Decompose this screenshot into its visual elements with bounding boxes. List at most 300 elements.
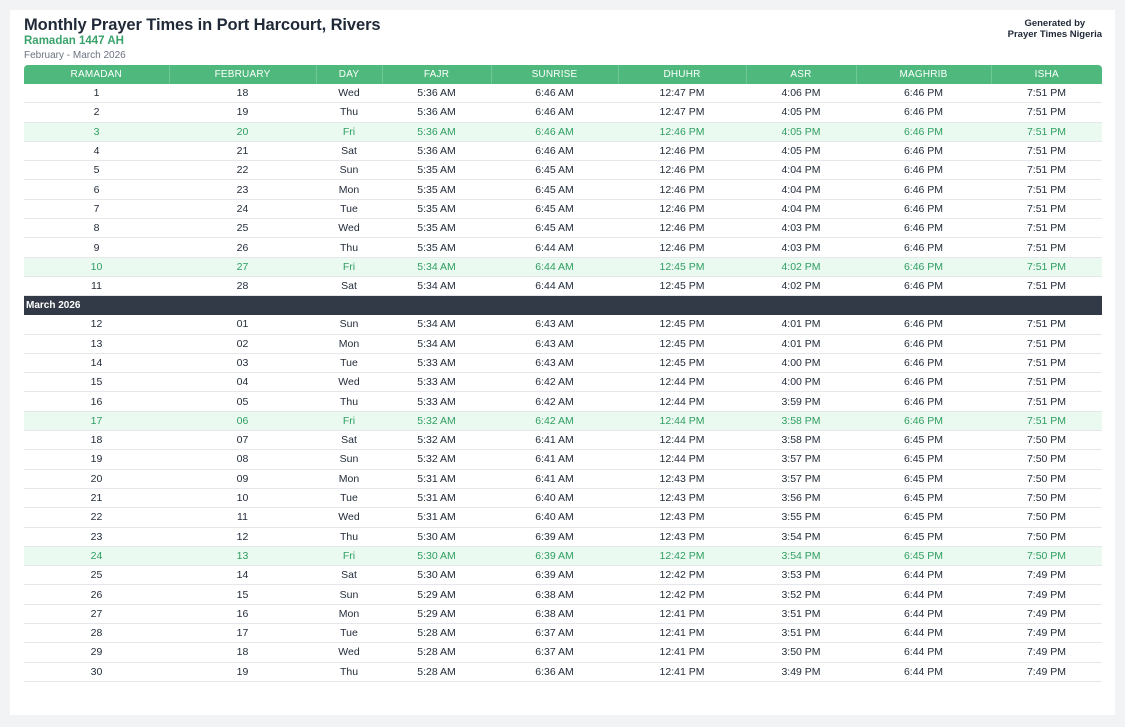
asr-time: 4:01 PM: [746, 315, 856, 334]
asr-time: 3:49 PM: [746, 662, 856, 681]
fajr-time: 5:34 AM: [382, 276, 491, 295]
column-header-asr: ASR: [746, 65, 856, 84]
asr-time: 3:52 PM: [746, 585, 856, 604]
fajr-time: 5:35 AM: [382, 219, 491, 238]
maghrib-time: 6:46 PM: [856, 373, 991, 392]
asr-time: 3:53 PM: [746, 566, 856, 585]
fajr-time: 5:32 AM: [382, 431, 491, 450]
table-row: [24, 662, 1102, 681]
sunrise-time: 6:45 AM: [491, 199, 618, 218]
asr-time: 4:05 PM: [746, 122, 856, 141]
generated-by: [1008, 18, 1102, 40]
table-row: [24, 219, 1102, 238]
table-row: [24, 257, 1102, 276]
asr-time: 3:50 PM: [746, 643, 856, 662]
table-body: [24, 84, 1102, 681]
fajr-time: 5:28 AM: [382, 662, 491, 681]
table-row: [24, 488, 1102, 507]
ramadan-day: 28: [24, 624, 169, 643]
isha-time: 7:51 PM: [991, 161, 1102, 180]
maghrib-time: 6:44 PM: [856, 643, 991, 662]
fajr-time: 5:28 AM: [382, 624, 491, 643]
fajr-time: 5:30 AM: [382, 546, 491, 565]
ramadan-day: 11: [24, 276, 169, 295]
fajr-time: 5:30 AM: [382, 527, 491, 546]
sunrise-time: 6:40 AM: [491, 488, 618, 507]
sunrise-time: 6:43 AM: [491, 353, 618, 372]
sunrise-time: 6:39 AM: [491, 566, 618, 585]
dhuhr-time: 12:44 PM: [618, 431, 746, 450]
dhuhr-time: 12:43 PM: [618, 527, 746, 546]
isha-time: 7:51 PM: [991, 276, 1102, 295]
generated-by-label: Generated by: [1024, 18, 1086, 29]
asr-time: 4:02 PM: [746, 257, 856, 276]
isha-time: 7:51 PM: [991, 238, 1102, 257]
ramadan-day: 15: [24, 373, 169, 392]
asr-time: 4:05 PM: [746, 141, 856, 160]
gregorian-day: 23: [169, 180, 316, 199]
dhuhr-time: 12:46 PM: [618, 199, 746, 218]
weekday: Wed: [316, 508, 382, 527]
weekday: Thu: [316, 103, 382, 122]
dhuhr-time: 12:45 PM: [618, 315, 746, 334]
ramadan-day: 17: [24, 411, 169, 430]
gregorian-day: 26: [169, 238, 316, 257]
table-row: [24, 431, 1102, 450]
sunrise-time: 6:42 AM: [491, 373, 618, 392]
isha-time: 7:51 PM: [991, 353, 1102, 372]
ramadan-day: 19: [24, 450, 169, 469]
fajr-time: 5:33 AM: [382, 353, 491, 372]
weekday: Fri: [316, 546, 382, 565]
table-row: [24, 624, 1102, 643]
dhuhr-time: 12:46 PM: [618, 122, 746, 141]
dhuhr-time: 12:46 PM: [618, 161, 746, 180]
ramadan-day: 4: [24, 141, 169, 160]
gregorian-day: 08: [169, 450, 316, 469]
fajr-time: 5:35 AM: [382, 199, 491, 218]
sunrise-time: 6:37 AM: [491, 624, 618, 643]
isha-time: 7:51 PM: [991, 199, 1102, 218]
isha-time: 7:51 PM: [991, 180, 1102, 199]
sunrise-time: 6:43 AM: [491, 315, 618, 334]
weekday: Sat: [316, 141, 382, 160]
sunrise-time: 6:45 AM: [491, 180, 618, 199]
dhuhr-time: 12:41 PM: [618, 624, 746, 643]
sunrise-time: 6:38 AM: [491, 585, 618, 604]
weekday: Tue: [316, 624, 382, 643]
weekday: Sun: [316, 315, 382, 334]
fajr-time: 5:28 AM: [382, 643, 491, 662]
prayer-times-table: [24, 65, 1102, 682]
ramadan-day: 30: [24, 662, 169, 681]
ramadan-day: 20: [24, 469, 169, 488]
fajr-time: 5:33 AM: [382, 392, 491, 411]
isha-time: 7:51 PM: [991, 141, 1102, 160]
weekday: Wed: [316, 373, 382, 392]
fajr-time: 5:32 AM: [382, 411, 491, 430]
column-header-ramadan: RAMADAN: [24, 65, 169, 84]
isha-time: 7:51 PM: [991, 257, 1102, 276]
ramadan-day: 16: [24, 392, 169, 411]
maghrib-time: 6:46 PM: [856, 315, 991, 334]
isha-time: 7:51 PM: [991, 373, 1102, 392]
ramadan-day: 7: [24, 199, 169, 218]
isha-time: 7:50 PM: [991, 488, 1102, 507]
isha-time: 7:49 PM: [991, 643, 1102, 662]
sunrise-time: 6:39 AM: [491, 546, 618, 565]
table-row: [24, 411, 1102, 430]
month-separator-label: March 2026: [24, 296, 1102, 316]
gregorian-day: 17: [169, 624, 316, 643]
sunrise-time: 6:42 AM: [491, 411, 618, 430]
isha-time: 7:49 PM: [991, 624, 1102, 643]
weekday: Fri: [316, 411, 382, 430]
ramadan-day: 22: [24, 508, 169, 527]
table-row: [24, 392, 1102, 411]
maghrib-time: 6:45 PM: [856, 527, 991, 546]
asr-time: 3:51 PM: [746, 604, 856, 623]
ramadan-day: 1: [24, 84, 169, 103]
maghrib-time: 6:46 PM: [856, 161, 991, 180]
ramadan-day: 12: [24, 315, 169, 334]
table-row: [24, 276, 1102, 295]
column-header-sunrise: SUNRISE: [491, 65, 618, 84]
fajr-time: 5:35 AM: [382, 180, 491, 199]
sunrise-time: 6:44 AM: [491, 276, 618, 295]
dhuhr-time: 12:41 PM: [618, 643, 746, 662]
asr-time: 3:55 PM: [746, 508, 856, 527]
maghrib-time: 6:46 PM: [856, 219, 991, 238]
isha-time: 7:51 PM: [991, 411, 1102, 430]
weekday: Thu: [316, 662, 382, 681]
table-row: [24, 141, 1102, 160]
header-row: [24, 65, 1102, 84]
maghrib-time: 6:46 PM: [856, 238, 991, 257]
sunrise-time: 6:41 AM: [491, 450, 618, 469]
prayer-times-sheet: [10, 10, 1115, 715]
table-header: [24, 65, 1102, 84]
isha-time: 7:49 PM: [991, 566, 1102, 585]
weekday: Wed: [316, 84, 382, 103]
column-header-isha: ISHA: [991, 65, 1102, 84]
ramadan-day: 21: [24, 488, 169, 507]
maghrib-time: 6:45 PM: [856, 469, 991, 488]
gregorian-day: 02: [169, 334, 316, 353]
isha-time: 7:49 PM: [991, 662, 1102, 681]
weekday: Mon: [316, 604, 382, 623]
weekday: Sun: [316, 585, 382, 604]
dhuhr-time: 12:42 PM: [618, 585, 746, 604]
gregorian-day: 11: [169, 508, 316, 527]
gregorian-day: 16: [169, 604, 316, 623]
sunrise-time: 6:39 AM: [491, 527, 618, 546]
maghrib-time: 6:44 PM: [856, 566, 991, 585]
gregorian-day: 07: [169, 431, 316, 450]
weekday: Sat: [316, 566, 382, 585]
weekday: Mon: [316, 180, 382, 199]
maghrib-time: 6:46 PM: [856, 141, 991, 160]
table-row: [24, 566, 1102, 585]
column-header-maghrib: MAGHRIB: [856, 65, 991, 84]
isha-time: 7:50 PM: [991, 450, 1102, 469]
gregorian-day: 10: [169, 488, 316, 507]
table-row: [24, 122, 1102, 141]
table-row: [24, 161, 1102, 180]
page-title: Monthly Prayer Times in Port Harcourt, Rivers: [24, 16, 381, 34]
table-row: [24, 334, 1102, 353]
isha-time: 7:50 PM: [991, 527, 1102, 546]
dhuhr-time: 12:42 PM: [618, 546, 746, 565]
maghrib-time: 6:45 PM: [856, 546, 991, 565]
sunrise-time: 6:44 AM: [491, 238, 618, 257]
isha-time: 7:51 PM: [991, 334, 1102, 353]
maghrib-time: 6:46 PM: [856, 84, 991, 103]
sunrise-time: 6:37 AM: [491, 643, 618, 662]
fajr-time: 5:31 AM: [382, 488, 491, 507]
ramadan-day: 24: [24, 546, 169, 565]
sunrise-time: 6:38 AM: [491, 604, 618, 623]
maghrib-time: 6:45 PM: [856, 488, 991, 507]
ramadan-day: 3: [24, 122, 169, 141]
maghrib-time: 6:45 PM: [856, 508, 991, 527]
dhuhr-time: 12:45 PM: [618, 257, 746, 276]
asr-time: 3:56 PM: [746, 488, 856, 507]
weekday: Tue: [316, 199, 382, 218]
sunrise-time: 6:40 AM: [491, 508, 618, 527]
asr-time: 3:57 PM: [746, 450, 856, 469]
asr-time: 3:57 PM: [746, 469, 856, 488]
table-row: [24, 546, 1102, 565]
gregorian-day: 19: [169, 103, 316, 122]
isha-time: 7:51 PM: [991, 103, 1102, 122]
weekday: Mon: [316, 469, 382, 488]
asr-time: 4:00 PM: [746, 373, 856, 392]
isha-time: 7:51 PM: [991, 84, 1102, 103]
maghrib-time: 6:44 PM: [856, 624, 991, 643]
fajr-time: 5:36 AM: [382, 84, 491, 103]
fajr-time: 5:32 AM: [382, 450, 491, 469]
dhuhr-time: 12:44 PM: [618, 450, 746, 469]
ramadan-day: 5: [24, 161, 169, 180]
asr-time: 3:54 PM: [746, 546, 856, 565]
dhuhr-time: 12:46 PM: [618, 180, 746, 199]
asr-time: 4:05 PM: [746, 103, 856, 122]
table-row: [24, 103, 1102, 122]
gregorian-day: 19: [169, 662, 316, 681]
gregorian-day: 25: [169, 219, 316, 238]
maghrib-time: 6:44 PM: [856, 585, 991, 604]
maghrib-time: 6:46 PM: [856, 392, 991, 411]
weekday: Thu: [316, 392, 382, 411]
maghrib-time: 6:45 PM: [856, 450, 991, 469]
asr-time: 4:03 PM: [746, 238, 856, 257]
weekday: Mon: [316, 334, 382, 353]
weekday: Tue: [316, 488, 382, 507]
ramadan-subtitle: Ramadan 1447 AH: [24, 35, 124, 47]
fajr-time: 5:36 AM: [382, 141, 491, 160]
weekday: Fri: [316, 257, 382, 276]
fajr-time: 5:36 AM: [382, 103, 491, 122]
table-row: [24, 585, 1102, 604]
dhuhr-time: 12:44 PM: [618, 373, 746, 392]
dhuhr-time: 12:45 PM: [618, 334, 746, 353]
ramadan-day: 26: [24, 585, 169, 604]
maghrib-time: 6:45 PM: [856, 431, 991, 450]
dhuhr-time: 12:43 PM: [618, 488, 746, 507]
asr-time: 4:04 PM: [746, 199, 856, 218]
ramadan-day: 29: [24, 643, 169, 662]
weekday: Fri: [316, 122, 382, 141]
sunrise-time: 6:43 AM: [491, 334, 618, 353]
ramadan-day: 8: [24, 219, 169, 238]
ramadan-day: 25: [24, 566, 169, 585]
ramadan-day: 2: [24, 103, 169, 122]
asr-time: 4:02 PM: [746, 276, 856, 295]
asr-time: 3:59 PM: [746, 392, 856, 411]
dhuhr-time: 12:42 PM: [618, 566, 746, 585]
weekday: Thu: [316, 527, 382, 546]
asr-time: 4:01 PM: [746, 334, 856, 353]
maghrib-time: 6:46 PM: [856, 103, 991, 122]
sunrise-time: 6:45 AM: [491, 219, 618, 238]
isha-time: 7:51 PM: [991, 219, 1102, 238]
column-header-day: DAY: [316, 65, 382, 84]
gregorian-day: 21: [169, 141, 316, 160]
weekday: Thu: [316, 238, 382, 257]
asr-time: 4:03 PM: [746, 219, 856, 238]
gregorian-day: 27: [169, 257, 316, 276]
dhuhr-time: 12:43 PM: [618, 508, 746, 527]
isha-time: 7:49 PM: [991, 604, 1102, 623]
ramadan-day: 13: [24, 334, 169, 353]
ramadan-day: 14: [24, 353, 169, 372]
ramadan-day: 18: [24, 431, 169, 450]
dhuhr-time: 12:45 PM: [618, 276, 746, 295]
gregorian-day: 13: [169, 546, 316, 565]
gregorian-day: 22: [169, 161, 316, 180]
table-row: [24, 527, 1102, 546]
weekday: Sun: [316, 161, 382, 180]
maghrib-time: 6:46 PM: [856, 353, 991, 372]
asr-time: 4:04 PM: [746, 180, 856, 199]
ramadan-day: 23: [24, 527, 169, 546]
fajr-time: 5:34 AM: [382, 257, 491, 276]
table-row: [24, 469, 1102, 488]
maghrib-time: 6:44 PM: [856, 662, 991, 681]
isha-time: 7:51 PM: [991, 122, 1102, 141]
isha-time: 7:51 PM: [991, 392, 1102, 411]
fajr-time: 5:33 AM: [382, 373, 491, 392]
table-row: [24, 180, 1102, 199]
dhuhr-time: 12:41 PM: [618, 604, 746, 623]
maghrib-time: 6:46 PM: [856, 199, 991, 218]
weekday: Sun: [316, 450, 382, 469]
isha-time: 7:50 PM: [991, 546, 1102, 565]
sunrise-time: 6:45 AM: [491, 161, 618, 180]
weekday: Wed: [316, 219, 382, 238]
gregorian-day: 06: [169, 411, 316, 430]
dhuhr-time: 12:44 PM: [618, 392, 746, 411]
dhuhr-time: 12:46 PM: [618, 219, 746, 238]
dhuhr-time: 12:47 PM: [618, 84, 746, 103]
maghrib-time: 6:44 PM: [856, 604, 991, 623]
dhuhr-time: 12:41 PM: [618, 662, 746, 681]
isha-time: 7:49 PM: [991, 585, 1102, 604]
table-row: [24, 199, 1102, 218]
gregorian-day: 20: [169, 122, 316, 141]
fajr-time: 5:29 AM: [382, 585, 491, 604]
asr-time: 4:00 PM: [746, 353, 856, 372]
sunrise-time: 6:42 AM: [491, 392, 618, 411]
maghrib-time: 6:46 PM: [856, 122, 991, 141]
weekday: Sat: [316, 276, 382, 295]
dhuhr-time: 12:44 PM: [618, 411, 746, 430]
month-separator: [24, 296, 1102, 316]
weekday: Sat: [316, 431, 382, 450]
sunrise-time: 6:46 AM: [491, 122, 618, 141]
fajr-time: 5:36 AM: [382, 122, 491, 141]
dhuhr-time: 12:45 PM: [618, 353, 746, 372]
gregorian-day: 09: [169, 469, 316, 488]
fajr-time: 5:34 AM: [382, 334, 491, 353]
dhuhr-time: 12:43 PM: [618, 469, 746, 488]
weekday: Tue: [316, 353, 382, 372]
asr-time: 4:04 PM: [746, 161, 856, 180]
gregorian-day: 14: [169, 566, 316, 585]
sunrise-time: 6:41 AM: [491, 469, 618, 488]
table-row: [24, 84, 1102, 103]
gregorian-day: 01: [169, 315, 316, 334]
column-header-dhuhr: DHUHR: [618, 65, 746, 84]
gregorian-day: 03: [169, 353, 316, 372]
gregorian-day: 04: [169, 373, 316, 392]
gregorian-day: 15: [169, 585, 316, 604]
isha-time: 7:51 PM: [991, 315, 1102, 334]
isha-time: 7:50 PM: [991, 469, 1102, 488]
dhuhr-time: 12:46 PM: [618, 141, 746, 160]
sunrise-time: 6:41 AM: [491, 431, 618, 450]
asr-time: 3:58 PM: [746, 411, 856, 430]
isha-time: 7:50 PM: [991, 508, 1102, 527]
sunrise-time: 6:46 AM: [491, 84, 618, 103]
fajr-time: 5:31 AM: [382, 469, 491, 488]
gregorian-day: 24: [169, 199, 316, 218]
ramadan-day: 6: [24, 180, 169, 199]
table-row: [24, 643, 1102, 662]
fajr-time: 5:31 AM: [382, 508, 491, 527]
asr-time: 3:54 PM: [746, 527, 856, 546]
table-row: [24, 508, 1102, 527]
dhuhr-time: 12:47 PM: [618, 103, 746, 122]
asr-time: 3:51 PM: [746, 624, 856, 643]
weekday: Wed: [316, 643, 382, 662]
asr-time: 3:58 PM: [746, 431, 856, 450]
table-row: [24, 238, 1102, 257]
maghrib-time: 6:46 PM: [856, 257, 991, 276]
isha-time: 7:50 PM: [991, 431, 1102, 450]
fajr-time: 5:34 AM: [382, 315, 491, 334]
generated-by-source: Prayer Times Nigeria: [1007, 29, 1102, 40]
gregorian-day: 18: [169, 643, 316, 662]
ramadan-day: 9: [24, 238, 169, 257]
table-row: [24, 604, 1102, 623]
gregorian-day: 12: [169, 527, 316, 546]
fajr-time: 5:30 AM: [382, 566, 491, 585]
column-header-fajr: FAJR: [382, 65, 491, 84]
table-row: [24, 450, 1102, 469]
gregorian-day: 18: [169, 84, 316, 103]
